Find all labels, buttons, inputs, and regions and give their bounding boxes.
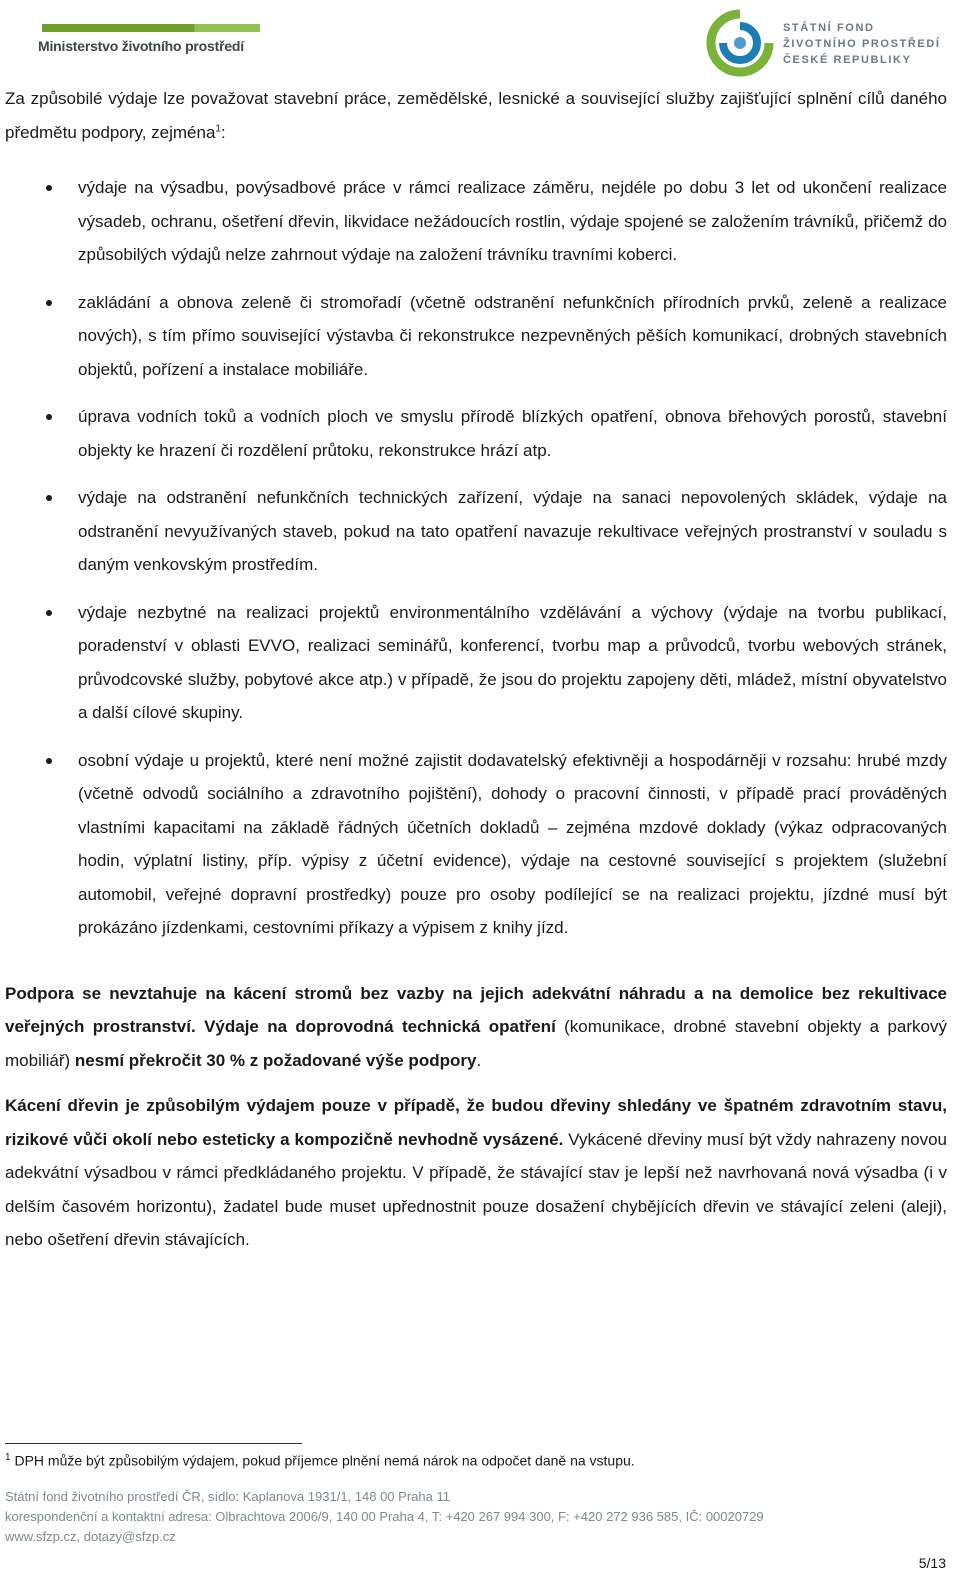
bullet-icon: [46, 610, 52, 616]
list-item-text: zakládání a obnova zeleně či stromořadí (včetně odstranění nefunkčních přírodních prvků, zeleně a realizace nových), s tím přímo související výstavba či rekonstrukce nezpevněných pěších komunikací, drobných stavebních objektů, pořízení a instalace mobiliáře.: [78, 292, 947, 379]
fund-emblem-icon: [705, 8, 775, 78]
list-item: [5, 400, 947, 467]
bullet-icon: [46, 758, 52, 764]
bullet-icon: [46, 414, 52, 420]
footer-line: korespondenční a kontaktní adresa: Olbrachtova 2006/9, 140 00 Praha 4, T: +420 267 994 300, F: +420 272 936 585, IČ: 00020729: [5, 1509, 764, 1524]
eligible-expenses-list: [5, 171, 947, 945]
list-item: [5, 596, 947, 730]
paragraph-text: .: [476, 1050, 482, 1070]
list-item-text: osobní výdaje u projektů, které není možné zajistit dodavatelský efektivněji a hospodárněji v rozsahu: hrubé mzdy (včetně odvodů sociálního a zdravotního pojištění), dohody o pracovní činnosti, v případě prací prováděných vlastními kapacitami na základě řádných účetních dokladů – zejména mzdové doklady (výkaz odpracovaných hodin, výplatní listiny, příp. výpisy z účetní evidence), výdaje na cestovné související s projektem (služební automobil, veřejné dopravní prostředky) pouze pro osoby podílející se na realizaci projektu, jízdné musí být prokázáno jízdenkami, cestovními příkazy a výpisem z knihy jízd.: [78, 750, 947, 937]
fund-name: [783, 20, 941, 68]
list-item: [5, 481, 947, 582]
footnote: [5, 1452, 635, 1469]
paragraph-text: Vykácené dřeviny musí být vždy nahrazeny novou adekvátní výsadbou v rámci předkládaného projektu. V případě, že stávající stav je lepší než navrhovaná nová výsadba (i v delším časovém horizontu), žadatel bude muset upřednostnit pouze dosažení chybějících dřevin ve stávající zeleni (aleji), nebo ošetření dřevin stávajících.: [5, 1129, 947, 1249]
trees-paragraph: [5, 1089, 947, 1257]
bold-text: Podpora se nevztahuje na kácení stromů bez vazby na jejich adekvátní náhradu a na demolice bez rekultivace veřejných prostranství.: [5, 983, 947, 1036]
footnote-number: 1: [5, 1452, 11, 1463]
bullet-icon: [46, 185, 52, 191]
intro-tail: :: [220, 122, 226, 142]
bold-text: Výdaje na doprovodná technická opatření: [204, 1017, 556, 1036]
page-footer: [5, 1487, 764, 1547]
bold-text: nesmí překročit 30 % z požadované výše podpory: [74, 1050, 477, 1070]
page-number: 5/13: [918, 1555, 946, 1571]
intro-text: Za způsobilé výdaje lze považovat stavební práce, zemědělské, lesnické a související služby zajišťující splnění cílů daného předmětu podpory, zejména: [5, 89, 947, 142]
list-item: [5, 744, 947, 945]
list-item-text: výdaje nezbytné na realizaci projektů environmentálního vzdělávání a výchovy (výdaje na tvorbu publikací, poradenství v oblasti EVVO, realizaci seminářů, konferencí, tvorbu map a průvodců, tvorbu webových stránek, průvodcovské služby, pobytové akce atp.) v případě, že jsou do projektu zapojeny děti, mládež, místní obyvatelstvo a další cílové skupiny.: [78, 602, 947, 722]
footer-line: Státní fond životního prostředí ČR, sídlo: Kaplanova 1931/1, 148 00 Praha 11: [5, 1489, 450, 1504]
fund-logo: [705, 8, 950, 80]
fund-name-line: ŽIVOTNÍHO PROSTŘEDÍ: [783, 38, 941, 50]
list-item-text: úprava vodních toků a vodních ploch ve smyslu přírodě blízkých opatření, obnova břehových porostů, stavební objekty ke hrazení či rozdělení průtoku, rekonstrukce hrází atp.: [78, 407, 947, 460]
list-item-text: výdaje na odstranění nefunkčních technických zařízení, výdaje na sanaci nepovolených skládek, výdaje na odstranění nevyužívaných staveb, pokud na tato opatření navazuje rekultivace veřejných prostranství v souladu s daným venkovským prostředím.: [78, 488, 947, 574]
fund-name-line: STÁTNÍ FOND: [783, 22, 875, 34]
footnote-text: DPH může být způsobilým výdajem, pokud příjemce plnění nemá nárok na odpočet daně na vstupu.: [10, 1452, 635, 1469]
ministry-logo: [28, 24, 244, 60]
bullet-icon: [46, 495, 52, 501]
page-header: [0, 0, 960, 90]
ministry-logo-bar: [42, 24, 260, 32]
list-item: [5, 286, 947, 387]
bold-text: Kácení dřevin je způsobilým výdajem pouze v případě, že budou dřeviny shledány ve špatném zdravotním stavu, rizikové vůči okolí nebo esteticky a kompozičně nevhodně vysázené.: [5, 1096, 947, 1149]
ministry-name: Ministerstvo životního prostředí: [38, 38, 244, 54]
fund-name-line: ČESKÉ REPUBLIKY: [783, 54, 912, 66]
footer-contact-link[interactable]: www.sfzp.cz, dotazy@sfzp.cz: [5, 1529, 176, 1544]
list-item-text: výdaje na výsadbu, povýsadbové práce v rámci realizace záměru, nejdéle po dobu 3 let od ukončení realizace výsadeb, ochranu, ošetření dřevin, likvidace nežádoucích rostlin, výdaje spojené se založením trávníků, přičemž do způsobilých výdajů nelze zahrnout výdaje na založení trávníku travními koberci.: [78, 178, 947, 264]
support-paragraph: [5, 977, 947, 1078]
bullet-icon: [46, 300, 52, 306]
paragraph-text: (komunikace, drobné stavební objekty a parkový mobiliář): [5, 1017, 947, 1070]
footnote-separator: [5, 1443, 302, 1444]
document-body: [5, 82, 947, 1257]
footnote-reference: 1: [215, 122, 221, 134]
intro-paragraph: [5, 82, 947, 149]
list-item: [5, 171, 947, 272]
